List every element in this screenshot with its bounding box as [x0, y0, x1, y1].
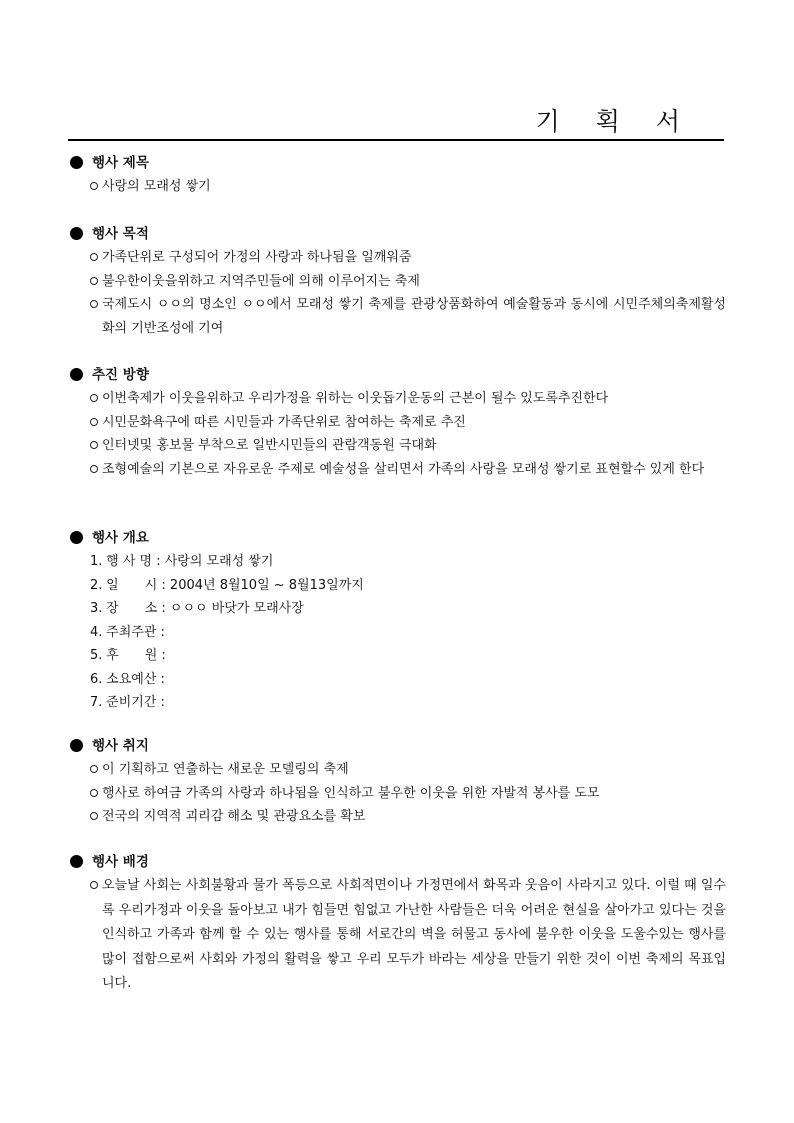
- title-divider: [68, 139, 724, 141]
- list-item: 행사로 하여금 가족의 사랑과 하나됨을 인식하고 불우한 이웃을 위한 자발적 봉사를 도모: [70, 782, 730, 806]
- list-item: 전국의 지역적 괴리감 해소 및 관광요소를 확보: [70, 805, 730, 829]
- ring-bullet-icon: [90, 300, 98, 308]
- section-intent: [70, 735, 730, 829]
- ring-bullet-icon: [90, 765, 98, 773]
- list-item: 이 기획하고 연출하는 새로운 모델링의 축제: [70, 758, 730, 782]
- section-purpose: [70, 223, 730, 340]
- section-heading-text: 행사 취지: [92, 738, 149, 754]
- page-title: 기 획 서: [535, 107, 694, 136]
- section-heading: [70, 152, 730, 174]
- overview-row: 4. 주최주관 :: [90, 624, 165, 640]
- section-heading: [70, 527, 730, 549]
- list-item: 국제도시 ㅇㅇ의 명소인 ㅇㅇ에서 모래성 쌓기 축제를 관광상품화하여 예술활동과 동시에 시민주체의축제활성화의 기반조성에 기여: [70, 293, 730, 340]
- ring-bullet-icon: [90, 789, 98, 797]
- section-heading-text: 행사 배경: [92, 854, 149, 870]
- section-heading: [70, 364, 730, 386]
- ring-bullet-icon: [90, 182, 98, 190]
- section-background: [70, 851, 730, 997]
- overview-row: 6. 소요예산 :: [90, 671, 165, 687]
- filled-circle-bullet-icon: [70, 227, 83, 240]
- section-overview: [70, 527, 730, 715]
- ring-bullet-icon: [90, 277, 98, 285]
- ring-bullet-icon: [90, 812, 98, 820]
- overview-row: 7. 준비기간 :: [90, 695, 165, 710]
- list-item: 시민문화욕구에 따른 시민들과 가족단위로 참여하는 축제로 추진: [70, 411, 730, 435]
- ring-bullet-icon: [90, 394, 98, 402]
- ring-bullet-icon: [90, 441, 98, 449]
- ring-bullet-icon: [90, 253, 98, 261]
- list-item: 불우한이웃을위하고 지역주민들에 의해 이루어지는 축제: [70, 270, 730, 294]
- list-item: 인터넷및 홍보물 부착으로 일반시민들의 관람객동원 극대화: [70, 434, 730, 458]
- filled-circle-bullet-icon: [70, 156, 83, 169]
- section-heading: [70, 735, 730, 757]
- overview-row: 3. 장 소 : ㅇㅇㅇ 바닷가 모래사장: [90, 601, 304, 616]
- filled-circle-bullet-icon: [70, 368, 83, 381]
- section-event-title: [70, 152, 730, 199]
- overview-row: 1. 행 사 명 : 사랑의 모래성 쌓기: [90, 554, 274, 569]
- section-heading: [70, 223, 730, 245]
- list-item: 오늘날 사회는 사회불황과 물가 폭등으로 사회적면이나 가정면에서 화목과 웃음이 사라지고 있다. 이럴 때 일수록 우리가정과 이웃을 돌아보고 내가 힘들면 힘없고 가난한 사람들은 더욱 어려운 현실을 살아가고 있다는 것을 인식하고 가족과 함께 할 수 있는 행사를 통해 서로간의 벽을 허물고 동사에 불우한 이웃을 도울수있는 행사를 많이 접함으로써 사회와 가정의 활력을 쌓고 우리 모두가 바라는 세상을 만들기 위한 것이 이번 축제의 목표입니다.: [70, 874, 730, 997]
- filled-circle-bullet-icon: [70, 531, 83, 544]
- filled-circle-bullet-icon: [70, 739, 83, 752]
- section-direction: [70, 364, 730, 481]
- list-item: 조형예술의 기본으로 자유로운 주제로 예술성을 살리면서 가족의 사랑을 모래성 쌓기로 표현할수 있게 한다: [70, 458, 730, 482]
- list-item: 사랑의 모래성 쌓기: [70, 175, 730, 199]
- section-heading-text: 행사 목적: [92, 226, 149, 242]
- list-item: 이번축제가 이웃을위하고 우리가정을 위하는 이웃돕기운동의 근본이 될수 있도록추진한다: [70, 387, 730, 411]
- filled-circle-bullet-icon: [70, 855, 83, 868]
- section-heading-text: 행사 개요: [92, 530, 149, 546]
- ring-bullet-icon: [90, 418, 98, 426]
- ring-bullet-icon: [90, 881, 98, 889]
- section-heading-text: 추진 방향: [92, 367, 149, 383]
- section-heading: [70, 851, 730, 873]
- section-heading-text: 행사 제목: [92, 155, 149, 171]
- list-item: 가족단위로 구성되어 가정의 사랑과 하나됨을 일깨워줌: [70, 246, 730, 270]
- ring-bullet-icon: [90, 465, 98, 473]
- overview-row: 5. 후 원 :: [90, 648, 166, 663]
- overview-row: 2. 일 시 : 2004년 8월10일 ~ 8월13일까지: [90, 577, 364, 593]
